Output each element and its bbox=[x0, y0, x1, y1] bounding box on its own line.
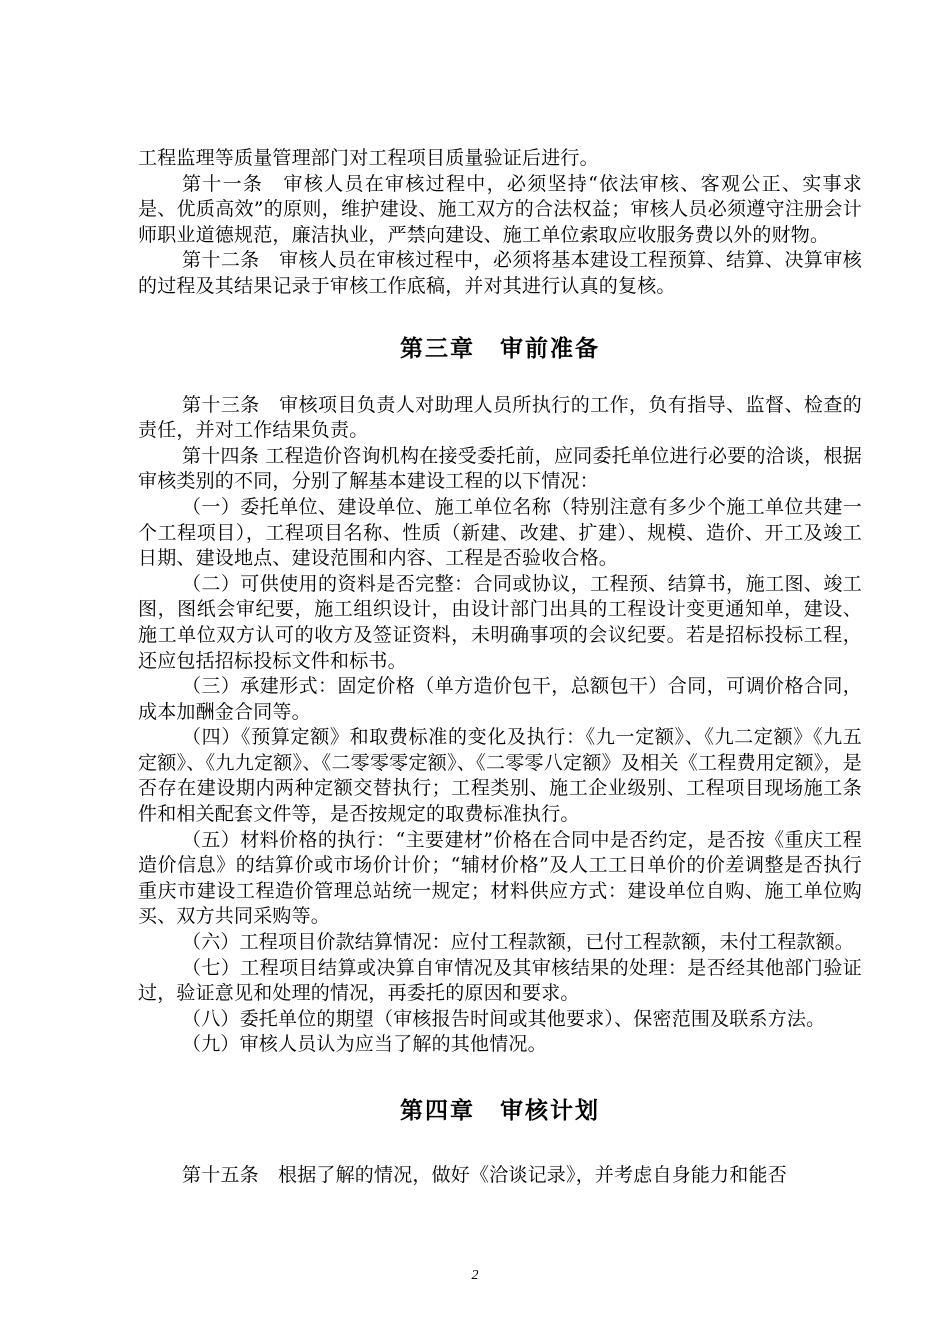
paragraph: （八）委托单位的期望（审核报告时间或其他要求）、保密范围及联系方法。 bbox=[182, 1007, 826, 1030]
paragraph: （七）工程项目结算或决算自审情况及其审核结果的处理：是否经其他部门验证过，验证意见和处理的情况，再委托的原因和要求。 bbox=[138, 956, 862, 1005]
chapter-4-title: 第四章 审核计划 bbox=[400, 1098, 600, 1124]
paragraph: 第十二条 审核人员在审核过程中，必须将基本建设工程预算、结算、决算审核的过程及其结果记录于审核工作底稿，并对其进行认真的复核。 bbox=[138, 249, 862, 297]
paragraph: （四）《预算定额》和取费标准的变化及执行：《九一定额》、《九二定额》《九五定额》、《九九定额》、《二零零零定额》、《二零零八定额》及相关《工程费用定额》，是否存在建设期内两种定额交替执行；工程类别、施工企业级别、工程项目现场施工条件和相关配套文件等，是否按规定的取费标准执行。 bbox=[138, 726, 862, 826]
paragraph: 第十四条 工程造价咨询机构在接受委托前，应同委托单位进行必要的洽谈，根据审核类别的不同，分别了解基本建设工程的以下情况： bbox=[138, 444, 862, 493]
page-content bbox=[138, 146, 862, 1189]
paragraph: 第十三条 审核项目负责人对助理人员所执行的工作，负有指导、监督、检查的责任，并对工作结果负责。 bbox=[138, 393, 862, 442]
paragraph: 第十五条 根据了解的情况，做好《洽谈记录》，并考虑自身能力和能否 bbox=[182, 1164, 787, 1186]
paragraph: （二）可供使用的资料是否完整：合同或协议，工程预、结算书，施工图、竣工图，图纸会审纪要，施工组织设计，由设计部门出具的工程设计变更通知单，建设、施工单位双方认可的收方及签证资料，未明确事项的会议纪要。若是招标投标工程，还应包括招标投标文件和标书。 bbox=[138, 572, 862, 672]
paragraph: （九）审核人员认为应当了解的其他情况。 bbox=[182, 1033, 547, 1056]
mid-section bbox=[138, 393, 862, 1058]
bottom-section bbox=[138, 1163, 862, 1189]
paragraph: （一）委托单位、建设单位、施工单位名称（特别注意有多少个施工单位共建一个工程项目），工程项目名称、性质（新建、改建、扩建）、规模、造价、开工及竣工日期、建设地点、建设范围和内容、工程是否验收合格。 bbox=[138, 495, 862, 570]
paragraph: 第十一条 审核人员在审核过程中，必须坚持“依法审核、客观公正、实事求是、优质高效”的原则，维护建设、施工双方的合法权益；审核人员必须遵守注册会计师职业道德规范，廉洁执业，严禁向建设、施工单位索取应收服务费以外的财物。 bbox=[138, 172, 862, 246]
paragraph: （六）工程项目价款结算情况：应付工程款额，已付工程款额，未付工程款额。 bbox=[182, 931, 855, 954]
paragraph: （五）材料价格的执行：“主要建材”价格在合同中是否约定，是否按《重庆工程造价信息》的结算价或市场价计价；“辅材价格”及人工工日单价的价差调整是否执行重庆市建设工程造价管理总站统一规定；材料供应方式：建设单位自购、施工单位购买、双方共同采购等。 bbox=[138, 828, 862, 928]
chapter-3-title: 第三章 审前准备 bbox=[400, 335, 600, 362]
page-number: 2 bbox=[471, 1268, 479, 1283]
top-section bbox=[138, 146, 862, 300]
paragraph: （三）承建形式：固定价格（单方造价包干，总额包干）合同，可调价格合同，成本加酬金合同等。 bbox=[138, 675, 862, 723]
paragraph: 工程监理等质量管理部门对工程项目质量验证后进行。 bbox=[138, 147, 599, 169]
